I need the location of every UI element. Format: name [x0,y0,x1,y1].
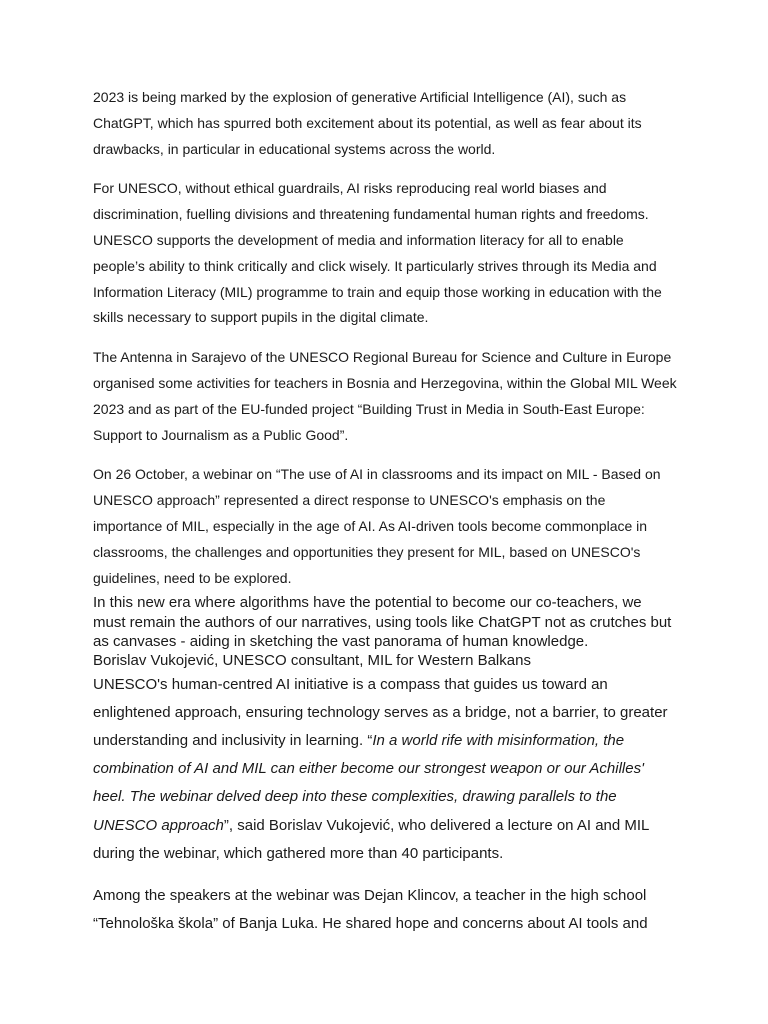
quote-block [93,593,678,670]
document-body [93,85,678,952]
paragraph-unesco-ethics: For UNESCO, without ethical guardrails, AI risks reproducing real world biases and discrimination, fuelling divisions and threatening fundamental human rights and freedoms. UNESCO supports the development of media and information literacy for all to enable people’s ability to think critically and click wisely. It particularly strives through its Media and Information Literacy (MIL) programme to train and equip those working in education with the skills necessary to support pupils in the digital climate. [93,180,662,326]
quote-text: In this new era where algorithms have the potential to become our co-teachers, we must remain the authors of our narratives, using tools like ChatGPT not as crutches but as canvases - aiding in sketching the vast panorama of human knowledge. [93,594,672,650]
paragraph-speakers: Among the speakers at the webinar was Dejan Klincov, a teacher in the high school “Tehnološka škola” of Banja Luka. He shared hope and concerns about AI tools and [93,886,648,933]
quote-attribution: Borislav Vukojević, UNESCO consultant, MIL for Western Balkans [93,652,531,670]
paragraph-human-centred-ai-intro: UNESCO's human-centred AI initiative is a compass that guides us toward an enlightened approach, ensuring technology serves as a bridge, not a barrier, to greater understanding and inclusivity in learning. “ [93,675,668,749]
paragraph-human-centred-ai-outro: ”, said Borislav Vukojević, who delivered a lecture on AI and MIL during the webinar, which gathered more than 40 participants. [93,816,649,862]
paragraph-intro: 2023 is being marked by the explosion of generative Artificial Intelligence (AI), such as ChatGPT, which has spurred both excitement about its potential, as well as fear about its drawbacks, in particular in educational systems across the world. [93,89,642,157]
paragraph-human-centred-ai-quote: In a world rife with misinformation, the combination of AI and MIL can either become our strongest weapon or our Achilles' heel. The webinar delved deep into these complexities, drawing parallels to the UNESCO approach [93,731,644,834]
paragraph-antenna-sarajevo: The Antenna in Sarajevo of the UNESCO Regional Bureau for Science and Culture in Europe organised some activities for teachers in Bosnia and Herzegovina, within the Global MIL Week 2023 and as part of the EU-funded project “Building Trust in Media in South-East Europe: Support to Journalism as a Public Good”. [93,349,677,443]
paragraph-human-centred-ai [93,671,678,868]
paragraph-webinar: On 26 October, a webinar on “The use of AI in classrooms and its impact on MIL - Based on UNESCO approach” represented a direct response to UNESCO's emphasis on the importance of MIL, especially in the age of AI. As AI-driven tools become commonplace in classrooms, the challenges and opportunities they present for MIL, based on UNESCO's guidelines, need to be explored. [93,466,661,586]
